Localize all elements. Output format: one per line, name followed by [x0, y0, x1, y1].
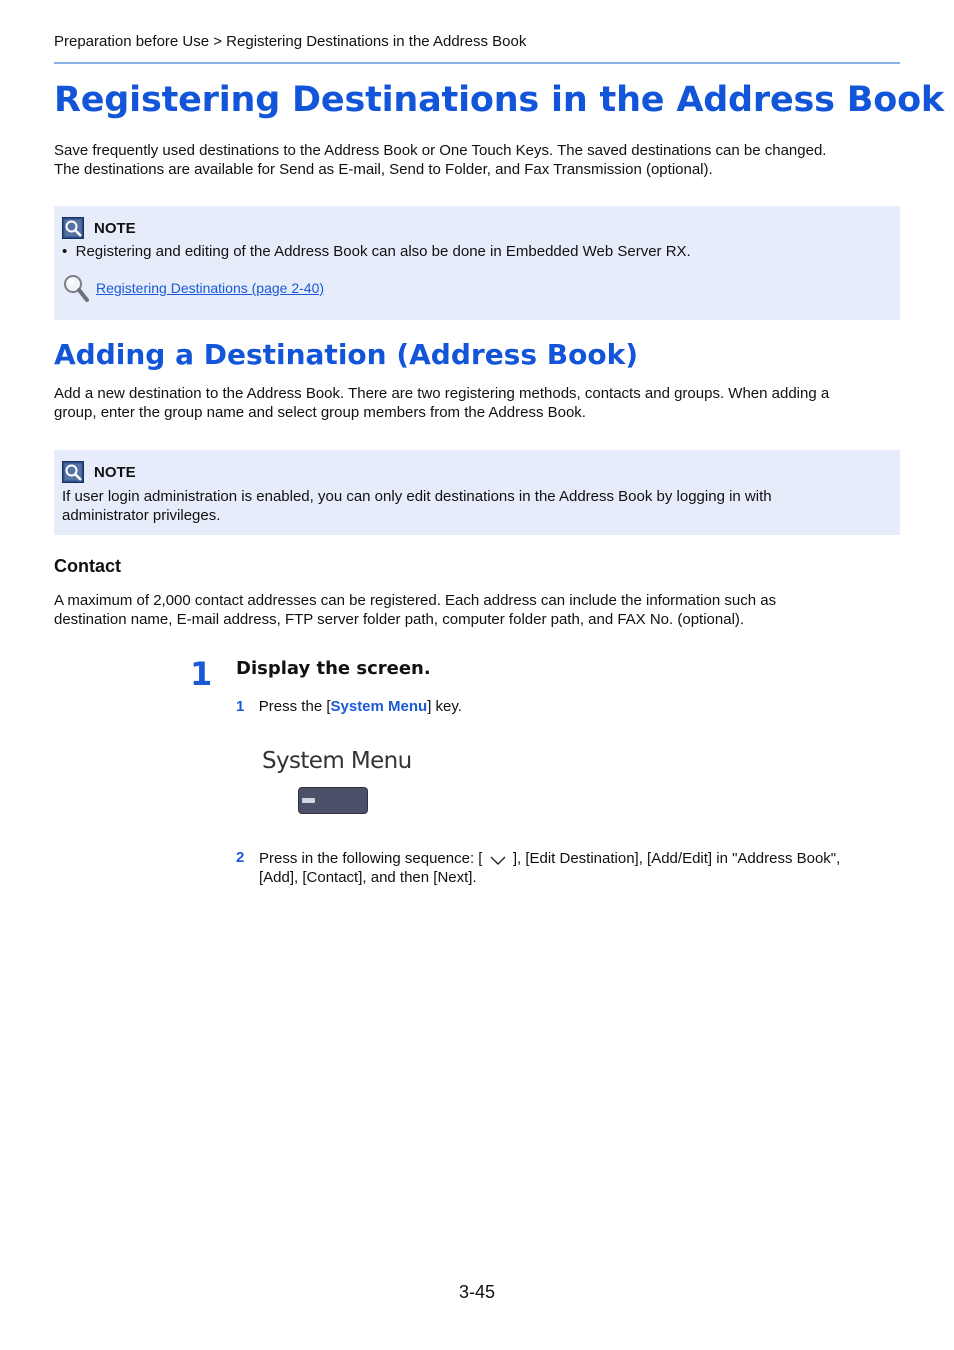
note-icon [62, 217, 84, 239]
magnifier-icon [62, 273, 90, 303]
note-paragraph [62, 487, 892, 525]
substep-text [259, 849, 896, 887]
contact-paragraph [54, 591, 900, 629]
note-label: NOTE [94, 219, 136, 237]
breadcrumb: Preparation before Use > Registering Destinations in the Address Book [54, 33, 527, 50]
header-rule [54, 62, 900, 64]
intro-line-1: Save frequently used destinations to the Address Book or One Touch Keys. The saved destinations can be changed. [54, 142, 827, 159]
section-paragraph [54, 384, 900, 422]
system-menu-key-reference: System Menu [330, 698, 428, 715]
substep-number: 2 [236, 849, 245, 866]
bullet-marker: • [62, 243, 68, 260]
substep-line-2: [Add], [Contact], and then [Next]. [259, 869, 477, 886]
substep-suffix: ], [Edit Destination], [Add/Edit] in "Address Book", [512, 850, 841, 867]
step-title: Display the screen. [236, 658, 431, 679]
key-indicator-led [302, 798, 315, 803]
note-header [62, 217, 136, 239]
chevron-down-icon [489, 853, 507, 865]
section-line-1: Add a new destination to the Address Book. There are two registering methods, contacts and groups. When adding a [54, 385, 830, 402]
substep-prefix: Press in the following sequence: [ [259, 850, 483, 867]
substep-text [259, 698, 462, 715]
note-header [62, 461, 136, 483]
step-number: 1 [190, 655, 213, 693]
substep-1 [236, 697, 462, 716]
system-menu-key[interactable] [298, 787, 368, 814]
page-title: Registering Destinations in the Address Book [54, 80, 945, 120]
note-icon [62, 461, 84, 483]
system-menu-key-label: System Menu [262, 748, 412, 774]
note-line-2: administrator privileges. [62, 507, 221, 524]
page-number: 3-45 [458, 1282, 496, 1302]
note-line-1: If user login administration is enabled, you can only edit destinations in the Address Book by logging in with [62, 488, 772, 505]
substep-2 [236, 849, 896, 887]
reference-link-row [62, 273, 324, 303]
intro-line-2: The destinations are available for Send as E-mail, Send to Folder, and Fax Transmission (optional). [54, 161, 713, 178]
contact-line-2: destination name, E-mail address, FTP server folder path, computer folder path, and FAX No. (optional). [54, 611, 745, 628]
note-box-embedded-web-server [54, 206, 900, 320]
subsection-heading-contact: Contact [54, 556, 121, 576]
note-label: NOTE [94, 463, 136, 481]
reference-link-registering-destinations[interactable]: Registering Destinations (page 2-40) [96, 280, 325, 296]
contact-line-1: A maximum of 2,000 contact addresses can be registered. Each address can include the information such as [54, 592, 777, 609]
substep-number: 1 [236, 698, 245, 715]
section-heading: Adding a Destination (Address Book) [54, 338, 638, 371]
section-line-2: group, enter the group name and select group members from the Address Book. [54, 404, 586, 421]
note-bullet-item [62, 243, 691, 260]
substep-suffix: ] key. [427, 698, 462, 715]
note-bullet-text: Registering and editing of the Address Book can also be done in Embedded Web Server RX. [75, 243, 691, 260]
intro-paragraph [54, 141, 900, 179]
substep-prefix: Press the [ [258, 698, 331, 715]
note-box-login-administration [54, 450, 900, 535]
